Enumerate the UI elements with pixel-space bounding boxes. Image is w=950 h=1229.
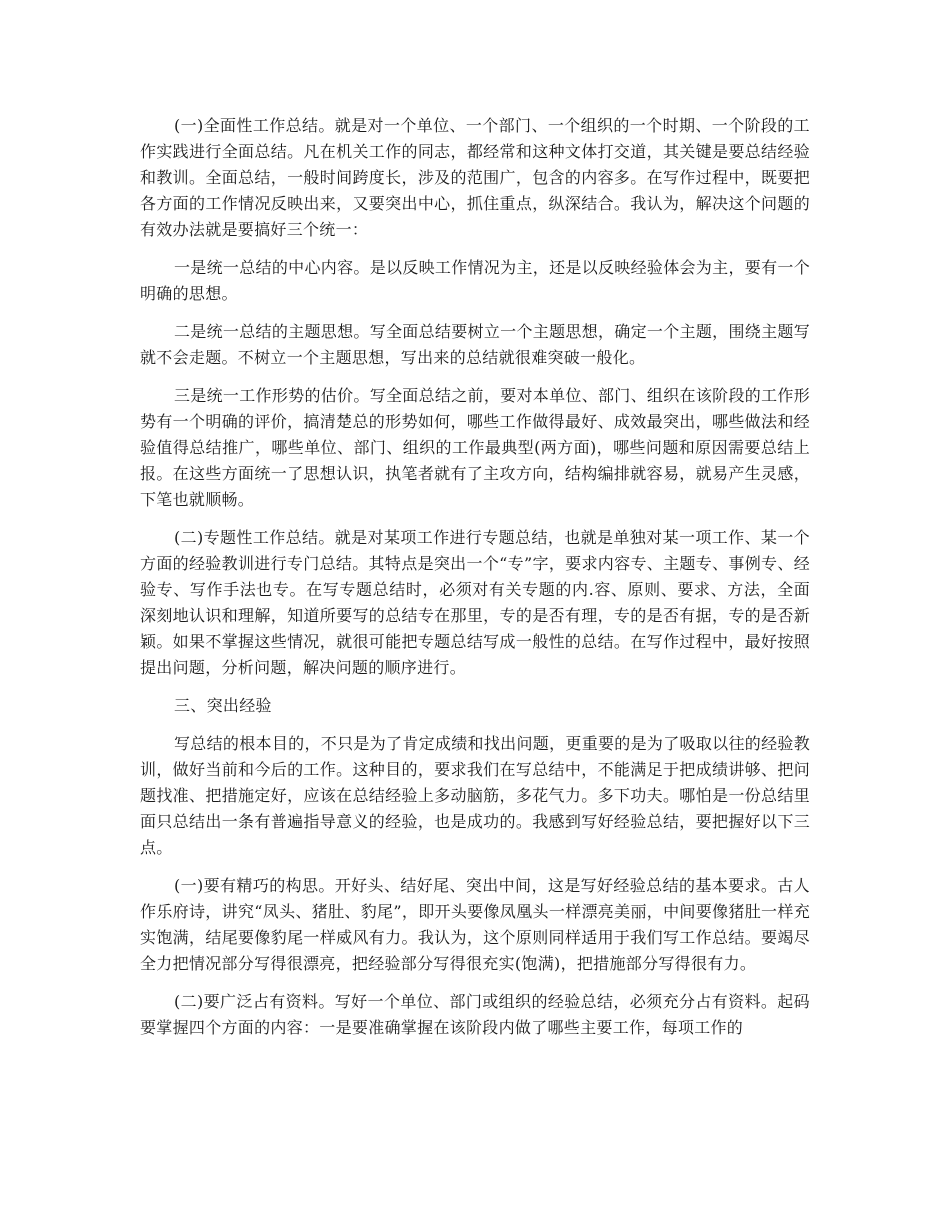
paragraph-unify-theme: 二是统一总结的主题思想。写全面总结要树立一个主题思想，确定一个主题，围绕主题写就不会走题。不树立一个主题思想，写出来的总结就很难突破一般化。 [140, 322, 810, 367]
paragraph-purpose-of-summary: 写总结的根本目的，不只是为了肯定成绩和找出问题，更重要的是为了吸取以往的经验教训，做好当前和今后的工作。这种目的，要求我们在写总结中，不能满足于把成绩讲够、把问题找准、把措施定好，应该在总结经验上多动脑筋，多花气力。多下功夫。哪怕是一份总结里面只总结出一条有普遍指导意义的经验，也是成功的。我感到写好经验总结，要把握好以下三点。 [140, 734, 810, 857]
paragraph-ingenious-structure: (一)要有精巧的构思。开好头、结好尾、突出中间，这是写好经验总结的基本要求。古人作乐府诗，讲究“凤头、猪肚、豹尾”，即开头要像凤凰头一样漂亮美丽，中间要像猪肚一样充实饱满，结尾要像豹尾一样威风有力。我认为，这个原则同样适用于我们写工作总结。要竭尽全力把情况部分写得很漂亮，把经验部分写得很充实(饱满)，把措施部分写得很有力。 [140, 876, 810, 973]
document-body [140, 113, 810, 1053]
paragraph-special-topic-summary: (二)专题性工作总结。就是对某项工作进行专题总结，也就是单独对某一项工作、某一个方面的经验教训进行专门总结。其特点是突出一个“专”字，要求内容专、主题专、事例专、经验专、写作手法也专。在写专题总结时，必须对有关专题的内.容、原则、要求、方法，全面深刻地认识和理解，知道所要写的总结专在那里，专的是否有理，专的是否有据，专的是否新颖。如果不掌握这些情况，就很可能把专题总结写成一般性的总结。在写作过程中，最好按照提出问题，分析问题，解决问题的顺序进行。 [140, 528, 810, 677]
section-heading-highlight-experience: 三、突出经验 [174, 696, 272, 715]
paragraph-unify-central-content: 一是统一总结的中心内容。是以反映工作情况为主，还是以反映经验体会为主，要有一个明确的思想。 [140, 258, 810, 303]
paragraph-unify-situation-assessment: 三是统一工作形势的估价。写全面总结之前，要对本单位、部门、组织在该阶段的工作形势有一个明确的评价，搞清楚总的形势如何，哪些工作做得最好、成效最突出，哪些做法和经验值得总结推广，哪些单位、部门、组织的工作最典型(两方面)，哪些问题和原因需要总结上报。在这些方面统一了思想认识，执笔者就有了主攻方向，结构编排就容易，就易产生灵感，下笔也就顺畅。 [140, 386, 810, 509]
paragraph-gather-materials: (二)要广泛占有资料。写好一个单位、部门或组织的经验总结，必须充分占有资料。起码要掌握四个方面的内容：一是要准确掌握在该阶段内做了哪些主要工作，每项工作的 [140, 992, 810, 1037]
paragraph-comprehensive-summary: (一)全面性工作总结。就是对一个单位、一个部门、一个组织的一个时期、一个阶段的工作实践进行全面总结。凡在机关工作的同志，都经常和这种文体打交道，其关键是要总结经验和教训。全面总结，一般时间跨度长，涉及的范围广，包含的内容多。在写作过程中，既要把各方面的工作情况反映出来，又要突出中心，抓住重点，纵深结合。我认为，解决这个问题的有效办法就是要搞好三个统一： [140, 116, 810, 239]
